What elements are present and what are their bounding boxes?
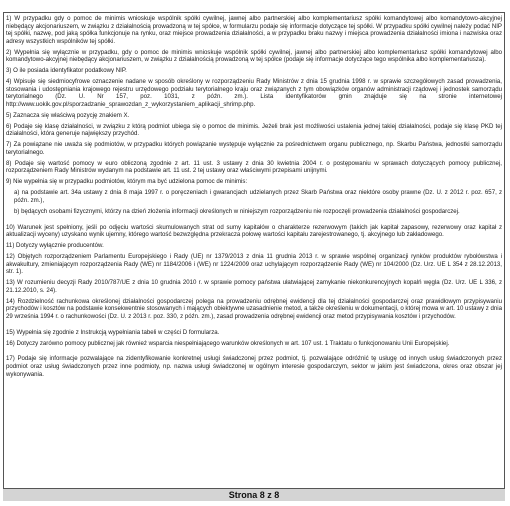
footnote-1: 1) W przypadku gdy o pomoc de minimis wnioskuje wspólnik spółki cywilnej, jawnej albo partnerskiej albo komplementariusz spółki komandytowej albo komandytowo-akcyjnej niebędący akcjonariuszem, w związku z działalnością prowadzoną w tej spółce, w formularzu podaje się informacje dotyczące tej spółki. W przypadku spółki cywilnej należy podać NIP tej spółki, nazwę, pod jaką spółka funkcjonuje na rynku, oraz miejsce prowadzenia działalności, a w przypadku braku nazwy i miejsca prowadzenia działalności imiona i nazwiska oraz adresy wszystkich wspólników tej spółki. <box>6 15 502 45</box>
footnotes-section <box>6 15 502 382</box>
footnote-12: 12) Objętych rozporządzeniem Parlamentu Europejskiego i Rady (UE) nr 1379/2013 z dnia 11 grudnia 2013 r. w sprawie wspólnej organizacji rynków produktów rybołówstwa i akwakultury, zmieniającym rozporządzenia Rady (WE) nr 1184/2006 i (WE) nr 1224/2009 oraz uchylającym rozporządzenie Rady (WE) nr 104/2000 (Dz. Urz. UE L 354 z 28.12.2013, str. 1). <box>6 252 502 276</box>
footnote-9-item-b: b) będących osobami fizycznymi, którzy na dzień złożenia informacji określonych w niniejszym rozporządzeniu nie rozpoczęli prowadzenia działalności gospodarczej. <box>14 207 460 215</box>
footnote-13: 13) W rozumieniu decyzji Rady 2010/787/UE z dnia 10 grudnia 2010 r. w sprawie pomocy państwa ułatwiającej zamykanie niekonkurencyjnych kopalń węgla (Dz. Urz. UE L 336, z 21.12.2010, s. 24). <box>6 279 502 294</box>
page-footer <box>3 488 505 501</box>
footnote-8: 8) Podaje się wartość pomocy w euro obliczoną zgodnie z art. 11 ust. 3 ustawy z dnia 30 kwietnia 2004 r. o postępowaniu w sprawach dotyczących pomocy publicznej, rozporządzeniem Rady Ministrów wydanym na podstawie art. 11 ust. 2 tej ustawy oraz właściwymi przepisami unijnymi. <box>6 159 502 175</box>
footnote-9: 9) Nie wypełnia się w przypadku podmiotów, którym ma być udzielona pomoc de minimis: <box>6 178 248 186</box>
footnote-2: 2) Wypełnia się wyłącznie w przypadku, gdy o pomoc de minimis wnioskuje wspólnik spółki cywilnej, jawnej albo partnerskiej albo komplementariusz spółki komandytowej albo komandytowo-akcyjnej niebędący akcjonariuszem, w związku z działalnością prowadzoną w tej spółce (podaje się informacje dotyczące tego wspólnika albo komplementariusza). <box>6 48 502 64</box>
footnote-11: 11) Dotyczy wyłącznie producentów. <box>6 242 104 249</box>
footnote-3: 3) O ile posiada identyfikator podatkowy NIP. <box>6 67 127 75</box>
footnote-17: 17) Podaje się informacje pozwalające na zidentyfikowanie konkretnej usługi świadczonej przez podmiot, tj. pozwalające odróżnić tę usługę od innych usług świadczonych przez podmiot oraz usług świadczonych przez inne podmioty, np. nazwa usługi świadczonej w ogólnym interesie gospodarczym, sektor w jakim jest świadczona, okres oraz obszar jej wykonywania. <box>6 355 502 378</box>
footnote-15: 15) Wypełnia się zgodnie z Instrukcją wypełniania tabeli w części D formularza. <box>6 328 220 336</box>
footnote-9-item-a: a) na podstawie art. 34a ustawy z dnia 8 maja 1997 r. o poręczeniach i gwarancjach udzielanych przez Skarb Państwa oraz niektóre osoby prawne (Dz. U. z 2012 r. poz. 657, z późn. zm.), <box>14 189 502 204</box>
footnote-4: 4) Wpisuje się siedmiocyfrowe oznaczenie nadane w sposób określony w rozporządzeniu Rady Ministrów z dnia 15 grudnia 1998 r. w sprawie szczegółowych zasad prowadzenia, stosowania i udostępniania krajowego rejestru urzędowego podziału terytorialnego kraju oraz związanych z tym obowiązków organów administracji rządowej i jednostek samorządu terytorialnego (Dz. U. Nr 157, poz. 1031, z późn. zm.). Lista identyfikatorów gmin znajduje się na stronie internetowej http://www.uokik.gov.pl/sporzadzanie_sprawozdan_z_wykorzystaniem_aplikacji_shrimp.php. <box>6 78 502 109</box>
footnote-14: 14) Rozdzielność rachunkowa określonej działalności gospodarczej polega na prowadzeniu odrębnej ewidencji dla tej działalności gospodarczej oraz prawidłowym przypisywaniu przychodów i kosztów na podstawie konsekwentnie stosowanych i mających obiektywne uzasadnienie metod, a także określeniu w dokumentacji, o której mowa w art. 10 ustawy z dnia 29 września 1994 r. o rachunkowości (Dz. U. z 2013 r. poz. 330, z późn. zm.), zasad prowadzenia odrębnej ewidencji oraz metod przypisywania kosztów i przychodów. <box>6 297 502 320</box>
footnote-6: 6) Podaje się klasę działalności, w związku z którą podmiot ubiega się o pomoc de minimis. Jeżeli brak jest możliwości ustalenia jednej takiej działalności, podaje się klasę PKD tej działalności, która generuje największy przychód. <box>6 122 502 138</box>
page-number-label: Strona 8 z 8 <box>228 490 280 500</box>
top-rule <box>3 3 505 13</box>
footnote-5: 5) Zaznacza się właściwą pozycję znakiem X. <box>6 111 130 119</box>
footnote-16: 16) Dotyczy zarówno pomocy publicznej jak również wsparcia niespełniającego warunków określonych w art. 107 ust. 1 Traktatu o funkcjonowaniu Unii Europejskiej. <box>6 339 450 347</box>
footnote-7: 7) Za powiązane nie uważa się podmiotów, w przypadku których powiązanie występuje wyłącznie za pośrednictwem organu publicznego, np. Skarbu Państwa, jednostki samorządu terytorialnego. <box>6 141 502 156</box>
footnote-10: 10) Warunek jest spełniony, jeśli po odjęciu wartości skumulowanych strat od sumy kapitałów o charakterze rezerwowym (takich jak kapitał zapasowy, rezerwowy oraz kapitał z aktualizacji wyceny) uzyskano wynik ujemny, którego wartość bezwzględna przekracza połowę wartości kapitału zarejestrowanego, tj. akcyjnego lub zakładowego. <box>6 223 502 239</box>
